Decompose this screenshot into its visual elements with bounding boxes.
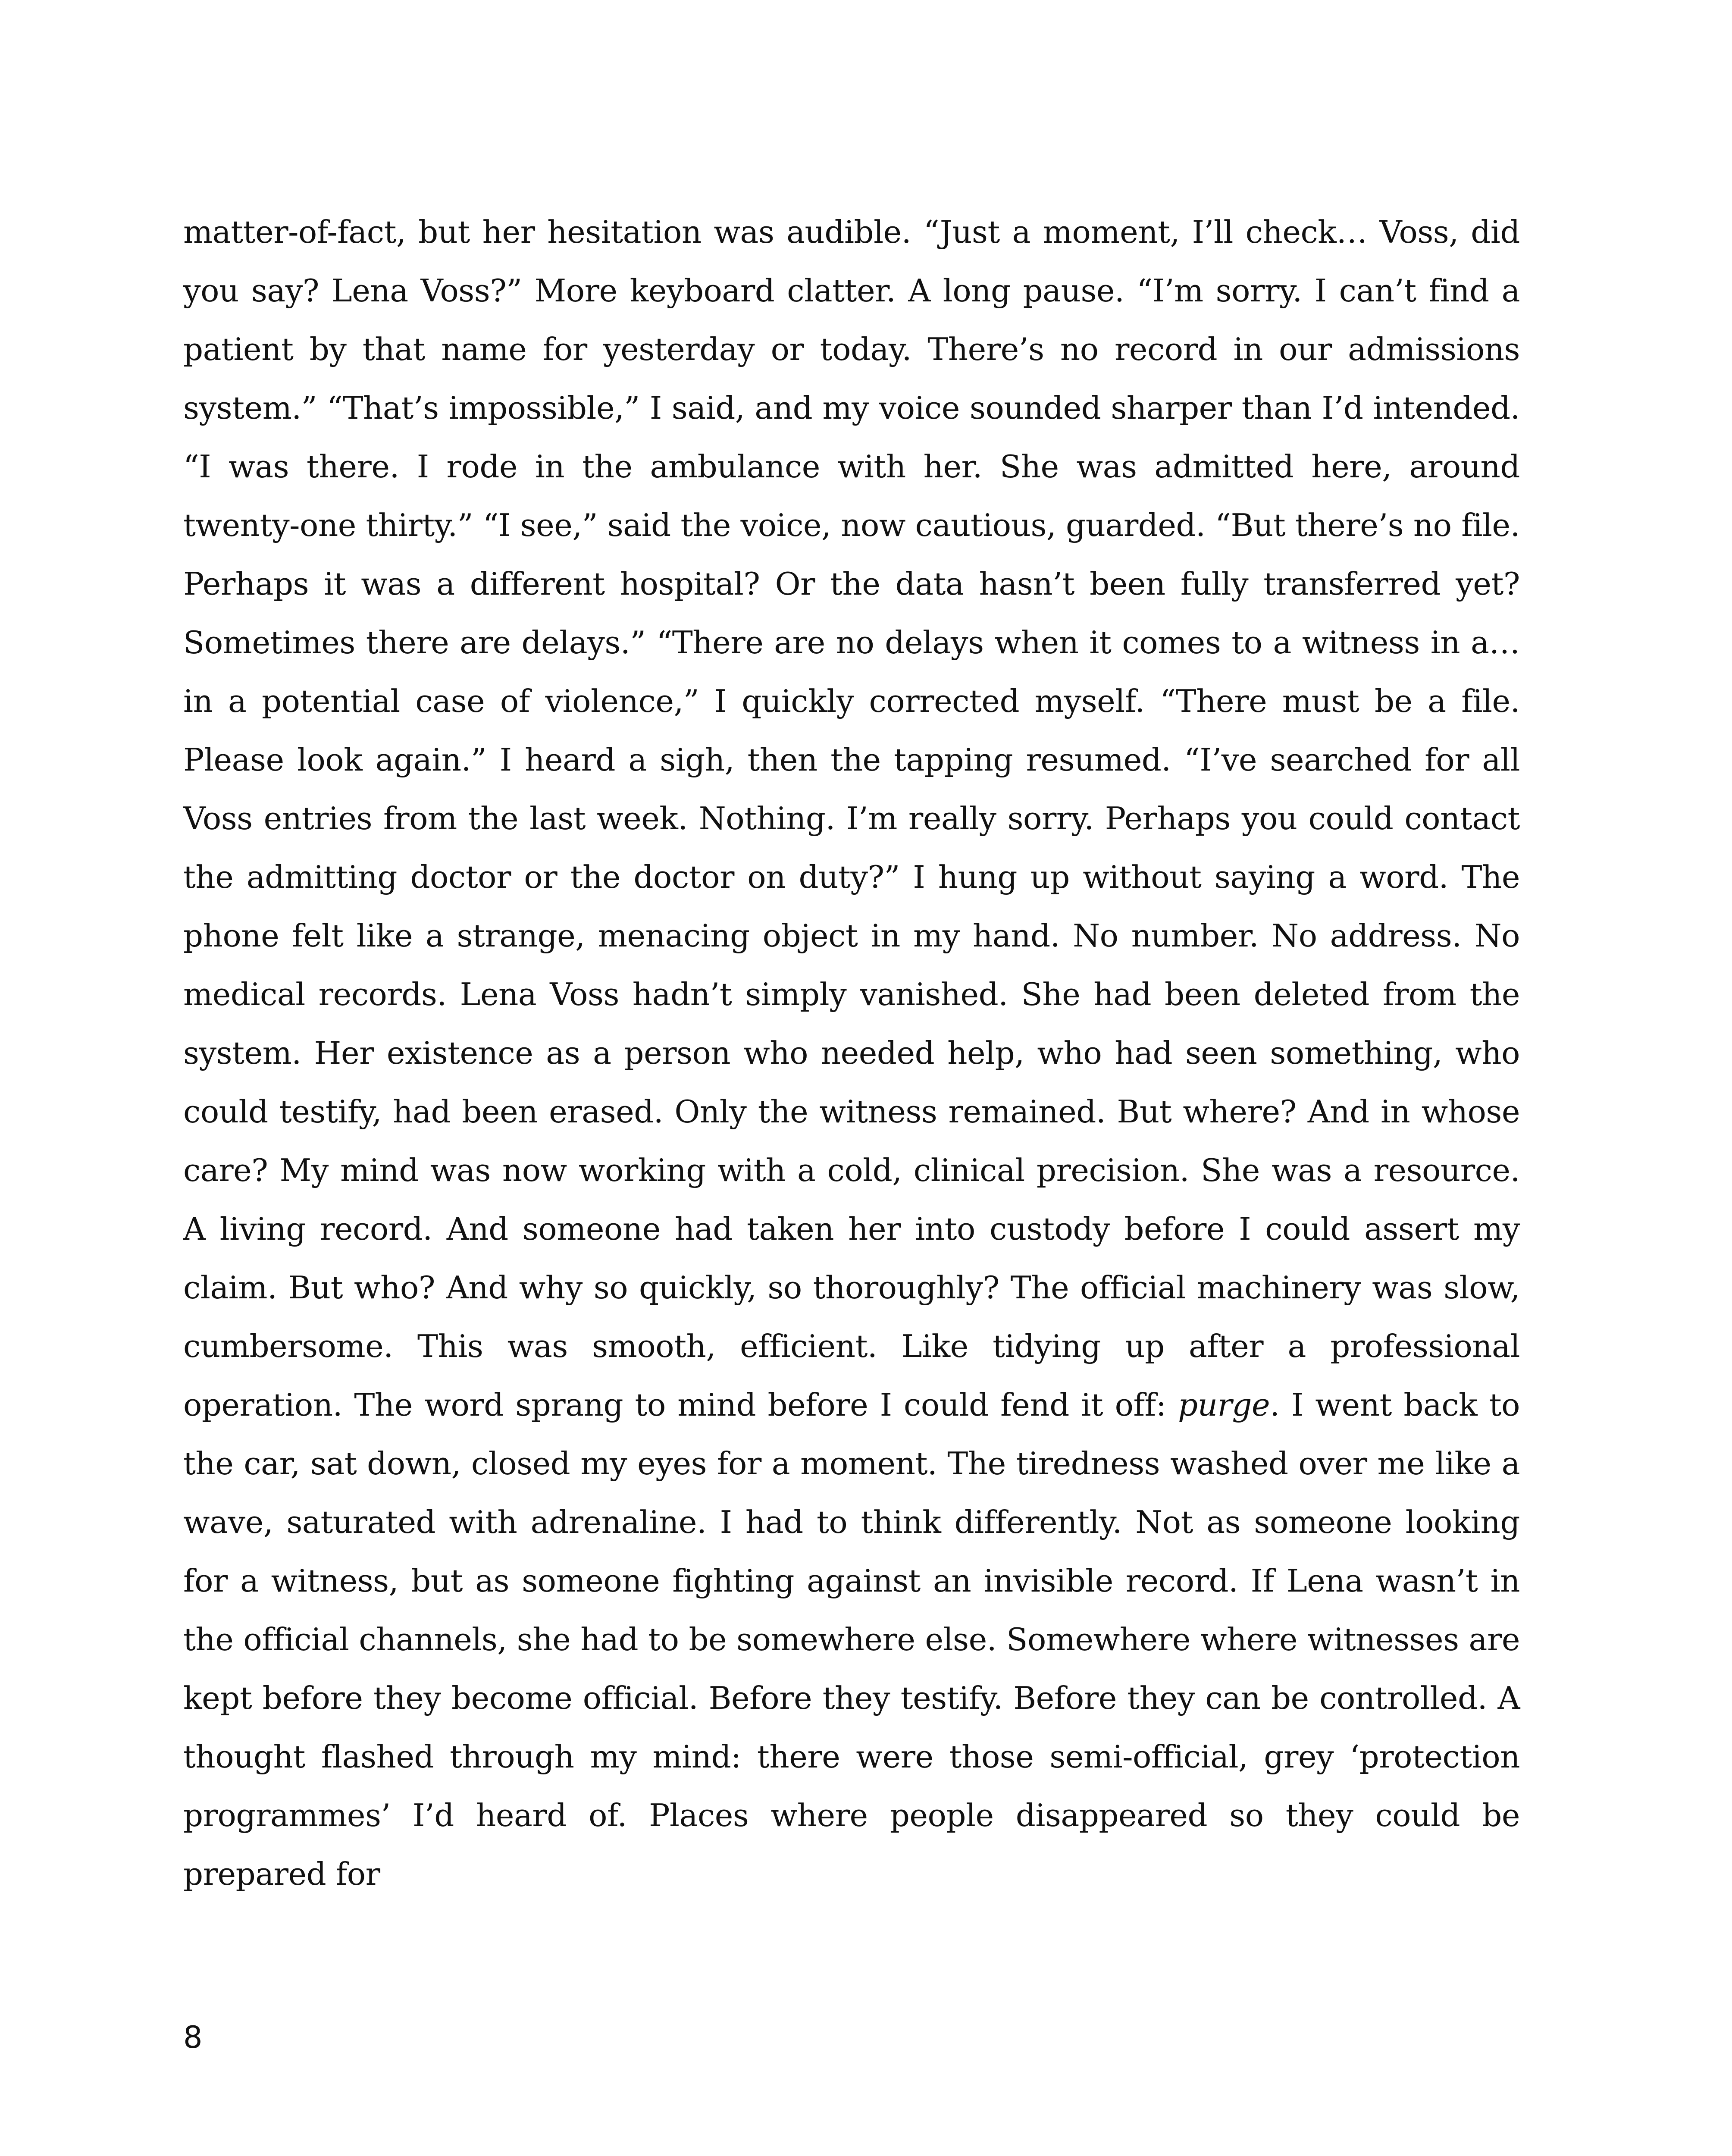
italic-word: purge [1178, 1387, 1270, 1423]
paragraph [183, 203, 1520, 1903]
page-number: 8 [183, 2020, 203, 2055]
body-text [183, 203, 1520, 1903]
paragraph-text-part2: . I went back to the car, sat down, closed my eyes for a moment. The tiredness washed over me like a wave, saturated with adrenaline. I had to think differently. Not as someone looking for a witness, but as someone fighting against an invisible record. If Lena wasn’t in the official channels, she had to be somewhere else. Somewhere where witnesses are kept before they become official. Before they testify. Before they can be controlled. A thought flashed through my mind: there were those semi-official, grey ‘protection programmes’ I’d heard of. Places where people disappeared so they could be prepared for [183, 1387, 1520, 1892]
paragraph-text-part1: matter-of-fact, but her hesitation was audible. “Just a moment, I’ll check… Voss, did you say? Lena Voss?” More keyboard clatter. A long pause. “I’m sorry. I can’t find a patient by that name for yesterday or today. There’s no record in our admissions system.” “That’s impossible,” I said, and my voice sounded sharper than I’d intended. “I was there. I rode in the ambulance with her. She was admitted here, around twenty-one thirty.” “I see,” said the voice, now cautious, guarded. “But there’s no file. Perhaps it was a different hospital? Or the data hasn’t been fully transferred yet? Sometimes there are delays.” “There are no delays when it comes to a witness in a… in a potential case of violence,” I quickly corrected myself. “There must be a file. Please look again.” I heard a sigh, then the tapping resumed. “I’ve searched for all Voss entries from the last week. Nothing. I’m really sorry. Perhaps you could contact the admitting doctor or the doctor on duty?” I hung up without saying a word. The phone felt like a strange, menacing object in my hand. No number. No address. No medical records. Lena Voss hadn’t simply vanished. She had been deleted from the system. Her existence as a person who needed help, who had seen something, who could testify, had been erased. Only the witness remained. But where? And in whose care? My mind was now working with a cold, clinical precision. She was a resource. A living record. And someone had taken her into custody before I could assert my claim. But who? And why so quickly, so thoroughly? The official machinery was slow, cumbersome. This was smooth, efficient. Like tidying up after a professional operation. The word sprang to mind before I could fend it off: [183, 214, 1520, 1423]
